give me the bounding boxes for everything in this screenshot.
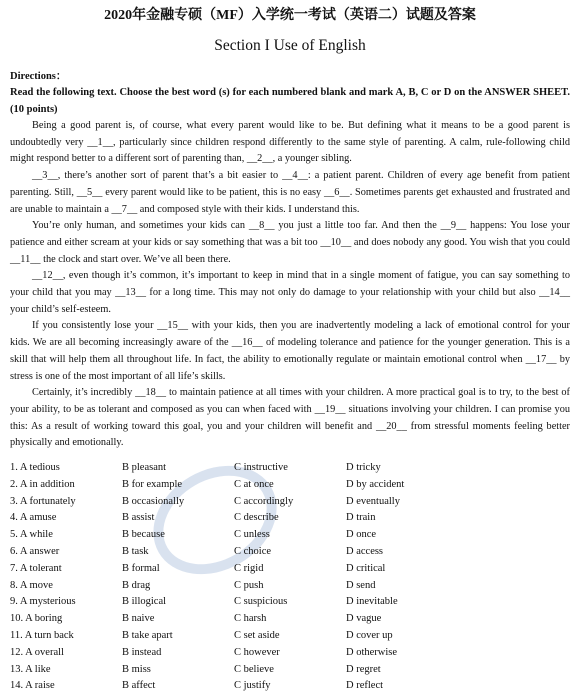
option-d: D critical [346,562,386,574]
option-a: 1. A tedious [10,462,60,473]
option-row [10,678,570,695]
option-row [10,477,570,494]
exam-page [10,6,570,452]
option-d: D inevitable [346,596,398,608]
option-b: B for example [122,478,183,490]
option-a: 2. A in addition [10,478,75,490]
option-c: C justify [234,680,271,692]
option-row [10,662,570,679]
option-d: D by accident [346,478,405,490]
option-a: 11. A turn back [10,629,74,641]
option-a: 7. A tolerant [10,562,62,574]
option-c: C harsh [234,613,267,625]
passage-paragraph-4: __12__, even though it’s common, it’s important to keep in mind that in a single moment of fatigue, you can say something to your child that you may __13__ for a long time. This may not only do damage to your relationship with your child but also __14__ your child’s self-esteem. [10,270,570,315]
option-b: B task [122,545,149,557]
option-row [10,611,570,628]
option-a: 9. A mysterious [10,596,76,608]
option-d: D cover up [346,629,393,641]
option-row [10,510,570,527]
option-d: D reflect [346,680,384,692]
option-d: D eventually [346,495,400,507]
option-b: B instead [122,646,162,658]
option-a: 5. A while [10,529,53,541]
option-c: C set aside [234,629,280,641]
page-title: 2020年金融专硕（MF）入学统一考试（英语二）试题及答案 [104,8,476,23]
option-a: 12. A overall [10,646,64,658]
passage-paragraph-1: Being a good parent is, of course, what every parent would like to be. But defining what it means to be a good parent is undoubtedly very __1__, particularly since children respond differently to the same style of parenting. A calm, rule-following child might respond better to a different sort of parenting than, __2__, a younger sibling. [10,120,570,165]
option-c: C believe [234,663,274,675]
option-b: B drag [122,579,151,591]
option-d: D access [346,545,384,557]
option-b: B illogical [122,596,167,608]
option-a: 4. A amuse [10,512,57,524]
option-b: B occasionally [122,495,185,507]
option-b: B take apart [122,629,173,641]
option-c: C accordingly [234,495,294,507]
directions-text: Read the following text. Choose the best word (s) for each numbered blank and mark A, B, C or D on the ANSWER SHEET. (10 points) [10,87,570,115]
option-d: D regret [346,663,381,675]
option-d: D train [346,512,376,524]
option-a: 14. A raise [10,680,55,692]
option-b: B assist [122,512,155,524]
passage-paragraph-5: If you consistently lose your __15__ with your kids, then you are inadvertently modeling a lack of emotional control for your kids. We are all becoming increasingly aware of the __16__ of modeling tolerance and patience for the younger generation. This is a skill that will help them all throughout life. In fact, the ability to emotionally regulate or maintain emotional control when __17__ by stress is one of the most important of all life’s skills. [10,320,570,382]
passage-paragraph-3: You’re only human, and sometimes your kids can __8__ you just a little too far. And then the __9__ happens: You lose your patience and either scream at your kids or say something that was a bit too __10__ and does nobody any good. You wish that you could __11__ the clock and start over. We’ve all been there. [10,220,570,265]
option-b: B formal [122,562,160,574]
option-row [10,594,570,611]
option-c: C choice [234,545,272,557]
option-c: C describe [234,512,279,524]
option-d: D otherwise [346,646,398,658]
option-b: B because [122,529,165,541]
option-c: C suspicious [234,596,288,608]
option-c: C at once [234,478,274,490]
option-d: D vague [346,613,382,625]
option-row [10,645,570,662]
option-row [10,527,570,544]
option-a: 13. A like [10,663,51,675]
option-b: B affect [122,680,156,692]
passage-paragraph-6: Certainly, it’s incredibly __18__ to maintain patience at all times with your children. A more practical goal is to try, to the best of your ability, to be as tolerant and composed as you can when faced with __19__ situations involving your children. I can promise you this: As a result of working toward this goal, you and your children will benefit and __20__ from stressful moments feeling better physically and emotionally. [10,387,570,449]
option-row [10,561,570,578]
option-b: B naive [122,613,155,625]
option-a: 6. A answer [10,545,60,557]
option-c: C rigid [234,562,264,574]
option-c: C instructive [234,462,288,473]
option-c: C unless [234,529,270,541]
option-row [10,578,570,595]
passage-paragraph-2: __3__, there’s another sort of parent that’s a bit easier to __4__: a patient parent. Children of every age benefit from patient parenting. Still, __5__ every parent would like to be patient, this is no easy __6__. Sometimes parents get exhausted and frustrated and are unable to maintain a __7__ and composed style with their kids. I understand this. [10,170,570,215]
option-row [10,544,570,561]
option-c: C push [234,579,264,591]
option-d: D tricky [346,462,381,473]
option-d: D once [346,529,377,541]
option-row [10,494,570,511]
option-row [10,628,570,645]
option-a: 3. A fortunately [10,495,76,507]
section-heading: Section I Use of English [214,37,366,54]
option-b: B miss [122,663,151,675]
option-row [10,460,570,477]
option-d: D send [346,579,376,591]
option-a: 8. A move [10,579,53,591]
option-c: C however [234,646,280,658]
option-b: B pleasant [122,462,167,473]
directions-label: Directions： [10,71,67,82]
answer-options [10,460,570,695]
option-a: 10. A boring [10,613,63,625]
